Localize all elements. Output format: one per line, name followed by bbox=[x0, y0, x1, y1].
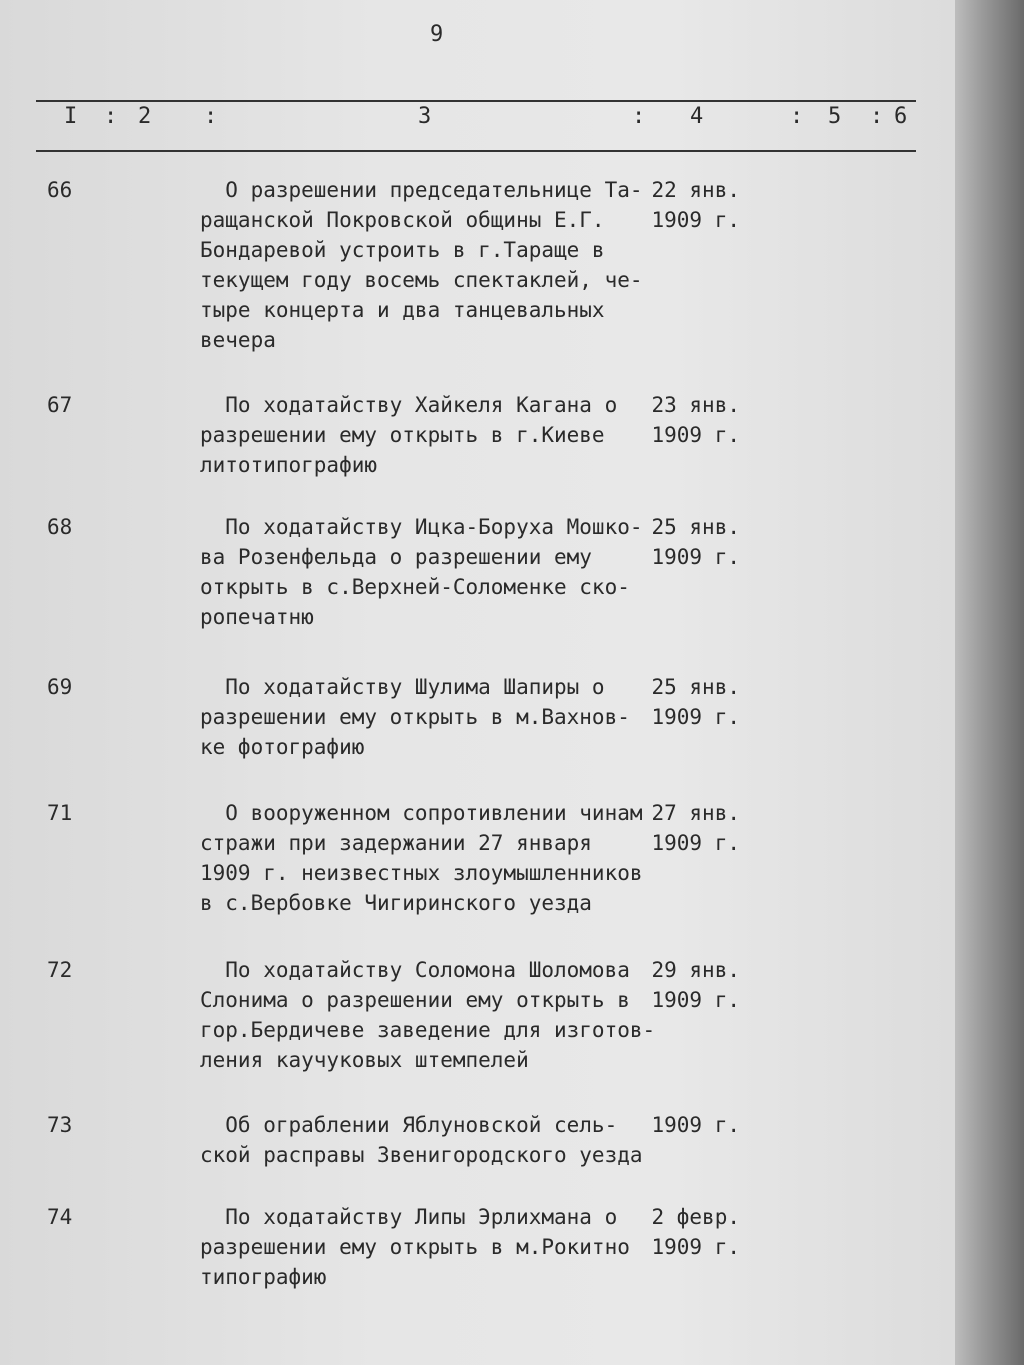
column-header: 3 bbox=[418, 104, 432, 129]
column-separator: : bbox=[204, 104, 218, 129]
column-header: : bbox=[870, 104, 884, 129]
column-header: 4 bbox=[690, 104, 704, 129]
page-edge-shadow bbox=[955, 0, 1024, 1365]
entry-text: О разрешении председательнице Та- ращанской Покровской общины Е.Г. Бондаревой устроить в г.Таращe в текущем году восемь спектаклей, че- тыре концерта и два танцевальных вечера bbox=[200, 178, 643, 352]
entry-text: Об ограблении Яблуновской сель- ской расправы Звенигородского уезда bbox=[200, 1113, 643, 1167]
entry-text: О вооруженном сопротивлении чинам стражи при задержании 27 января 1909 г. неизвестных злоумышленников в с.Вербовке Чигиринского уезда bbox=[200, 801, 643, 915]
header-top-rule bbox=[36, 100, 916, 102]
entry-date: 22 янв. 1909 г. bbox=[651, 178, 740, 232]
entry-number: 72 bbox=[47, 958, 73, 982]
entry-number: 71 bbox=[47, 801, 73, 825]
column-separator: 5 bbox=[828, 104, 842, 129]
column-header: 2 bbox=[138, 104, 152, 129]
entry-date: 25 янв. 1909 г. bbox=[651, 515, 740, 569]
column-header: I bbox=[64, 104, 78, 129]
column-separator: : bbox=[632, 104, 646, 129]
entry-text: По ходатайству Шулима Шапиры о разрешении ему открыть в м.Вахнов- ке фотографию bbox=[200, 675, 630, 759]
entry-number: 66 bbox=[47, 178, 73, 202]
entry-text: По ходатайству Липы Эрлихмана о разрешении ему открыть в м.Рокитно типографию bbox=[200, 1205, 630, 1289]
column-header: : bbox=[790, 104, 804, 129]
entry-date: 2 февр. 1909 г. bbox=[651, 1205, 740, 1259]
entry-text: По ходатайству Соломона Шоломова Слонима о разрешении ему открыть в гор.Бердичеве заведение для изготов- ления каучуковых штемпелей bbox=[200, 958, 656, 1072]
entry-number: 67 bbox=[47, 393, 73, 417]
column-separator: : bbox=[104, 104, 118, 129]
entry-text: По ходатайству Хайкеля Кагана о разрешении ему открыть в г.Киеве литотипографию bbox=[200, 393, 618, 477]
entry-date: 23 янв. 1909 г. bbox=[651, 393, 740, 447]
entry-date: 25 янв. 1909 г. bbox=[651, 675, 740, 729]
entry-date: 27 янв. 1909 г. bbox=[651, 801, 740, 855]
entry-date: 29 янв. 1909 г. bbox=[651, 958, 740, 1012]
entry-number: 68 bbox=[47, 515, 73, 539]
column-header: 6 bbox=[894, 104, 908, 129]
page-number: 9 bbox=[430, 22, 444, 47]
entry-number: 74 bbox=[47, 1205, 73, 1229]
header-bottom-rule bbox=[36, 150, 916, 152]
entry-number: 69 bbox=[47, 675, 73, 699]
column-headers bbox=[36, 104, 916, 144]
entry-date: 1909 г. bbox=[651, 1113, 740, 1137]
entry-number: 73 bbox=[47, 1113, 73, 1137]
entry-text: По ходатайству Ицка-Боруха Мошко- ва Розенфельда о разрешении ему открыть в с.Верхней-Соломенке ско- ропечатню bbox=[200, 515, 643, 629]
